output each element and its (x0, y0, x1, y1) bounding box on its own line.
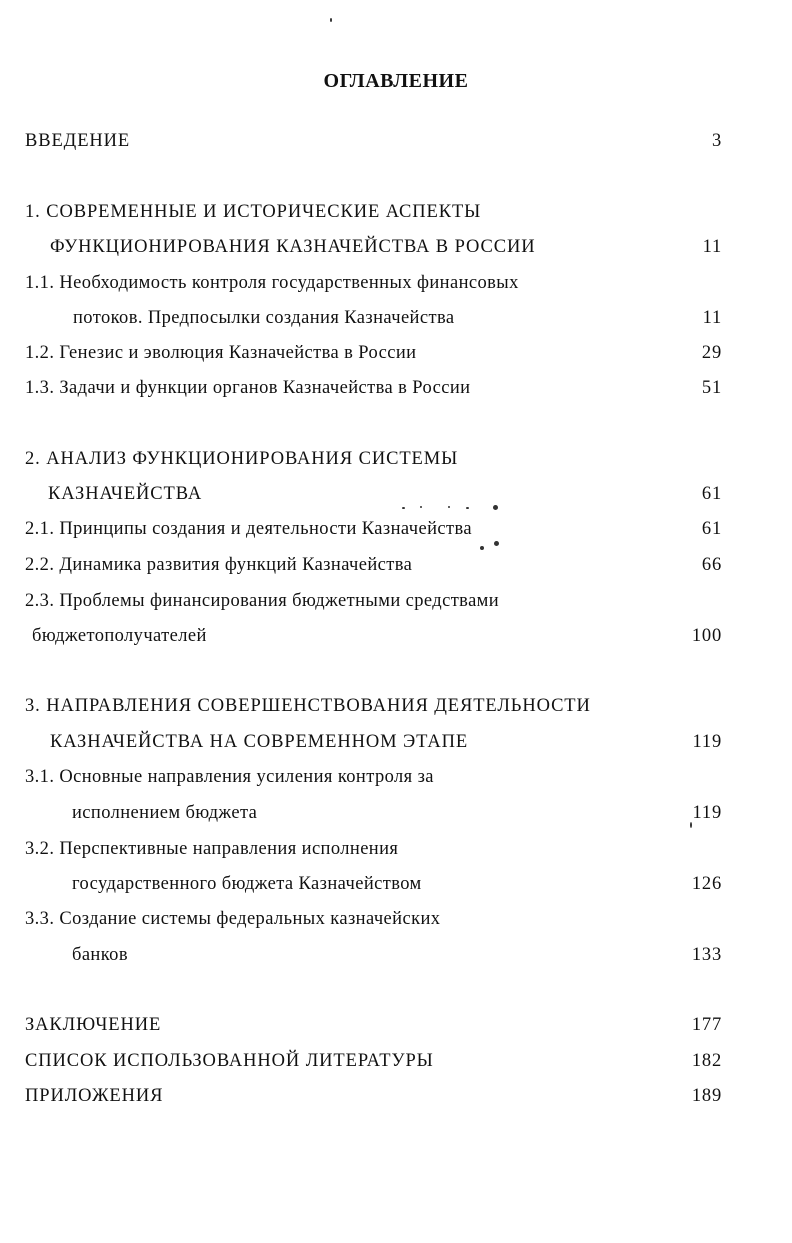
scan-speck (330, 18, 332, 22)
toc-entry-page: 119 (692, 803, 722, 823)
scan-speck (480, 546, 484, 550)
toc-entry-text: потоков. Предпосылки создания Казначейства (73, 308, 455, 328)
toc-entry-page: 61 (701, 484, 722, 504)
toc-entry-text: 2. АНАЛИЗ ФУНКЦИОНИРОВАНИЯ СИСТЕМЫ (25, 449, 459, 469)
toc-entry-text: 2.3. Проблемы финансирования бюджетными средствами (25, 591, 500, 611)
toc-entry-text: бюджетополучателей (32, 626, 207, 646)
toc-entry (0, 764, 792, 790)
toc-entry-text: ПРИЛОЖЕНИЯ (25, 1086, 164, 1106)
scan-speck (420, 506, 422, 508)
toc-entry (0, 623, 792, 649)
toc-entry-page: 29 (701, 343, 722, 363)
toc-entry-text: 3.2. Перспективные направления исполнения (25, 839, 399, 859)
toc-entry (0, 729, 792, 755)
toc-entry-text: государственного бюджета Казначейством (72, 874, 422, 894)
toc-entry-text: КАЗНАЧЕЙСТВА НА СОВРЕМЕННОМ ЭТАПЕ (50, 732, 469, 752)
toc-entry-text: ВВЕДЕНИЕ (25, 131, 131, 151)
toc-entry-text: исполнением бюджета (72, 803, 258, 823)
scan-speck (493, 505, 498, 510)
toc-entry (0, 800, 792, 826)
toc-entry-page: 51 (701, 378, 722, 398)
toc-entry (0, 270, 792, 296)
toc-entry-text: 2.2. Динамика развития функций Казначейства (25, 555, 413, 575)
scan-speck (494, 541, 499, 546)
toc-entry-text: 3. НАПРАВЛЕНИЯ СОВЕРШЕНСТВОВАНИЯ ДЕЯТЕЛЬНОСТИ (25, 696, 591, 716)
toc-entry (0, 128, 792, 154)
toc-entry-text: 3.3. Создание системы федеральных казначейских (25, 909, 441, 929)
toc-entry-text: банков (72, 945, 128, 965)
toc-entry-text: 1.3. Задачи и функции органов Казначейства в России (25, 378, 471, 398)
toc-entry-text: ФУНКЦИОНИРОВАНИЯ КАЗНАЧЕЙСТВА В РОССИИ (50, 237, 536, 257)
scan-speck (466, 507, 469, 509)
toc-entry (0, 516, 792, 542)
toc-entry (0, 906, 792, 932)
toc-entry (0, 1012, 792, 1038)
toc-entry (0, 1048, 792, 1074)
scan-speck (690, 822, 692, 828)
toc-entry (0, 942, 792, 968)
toc-entry-text: 3.1. Основные направления усиления контроля за (25, 767, 434, 787)
toc-entry-page: 182 (691, 1051, 722, 1071)
toc-entry-text: 1. СОВРЕМЕННЫЕ И ИСТОРИЧЕСКИЕ АСПЕКТЫ (25, 202, 482, 222)
toc-entry (0, 234, 792, 260)
toc-entry-page: 66 (701, 555, 722, 575)
toc-entry-page: 189 (691, 1086, 722, 1106)
toc-entry (0, 588, 792, 614)
toc-entry-text: СПИСОК ИСПОЛЬЗОВАННОЙ ЛИТЕРАТУРЫ (25, 1051, 434, 1071)
toc-entry-text: 2.1. Принципы создания и деятельности Казначейства (25, 519, 472, 539)
scan-speck (448, 506, 450, 508)
toc-entry-page: 3 (711, 131, 722, 151)
toc-entry-text: 1.1. Необходимость контроля государственных финансовых (25, 273, 519, 293)
toc-entry (0, 446, 792, 472)
toc-entry-text: 1.2. Генезис и эволюция Казначейства в России (25, 343, 417, 363)
toc-entry (0, 693, 792, 719)
page-title: ОГЛАВЛЕНИЕ (323, 70, 469, 92)
toc-entry-page: 177 (691, 1015, 722, 1035)
toc-entry (0, 305, 792, 331)
toc-entry-page: 133 (691, 945, 722, 965)
toc-entry (0, 340, 792, 366)
toc-entry (0, 1083, 792, 1109)
toc-entry-page: 61 (701, 519, 722, 539)
scan-speck (402, 507, 405, 509)
toc-entry-page: 119 (692, 732, 722, 752)
toc-entry-text: ЗАКЛЮЧЕНИЕ (25, 1015, 162, 1035)
toc-entry-page: 100 (691, 626, 722, 646)
toc-entry (0, 871, 792, 897)
toc-entry (0, 836, 792, 862)
toc-entry (0, 199, 792, 225)
toc-entry (0, 481, 792, 507)
toc-entry-page: 11 (702, 237, 722, 257)
toc-entry (0, 375, 792, 401)
toc-entry-page: 126 (691, 874, 722, 894)
toc-entry-page: 11 (702, 308, 722, 328)
toc-entry (0, 552, 792, 578)
toc-entry-text: КАЗНАЧЕЙСТВА (48, 484, 203, 504)
